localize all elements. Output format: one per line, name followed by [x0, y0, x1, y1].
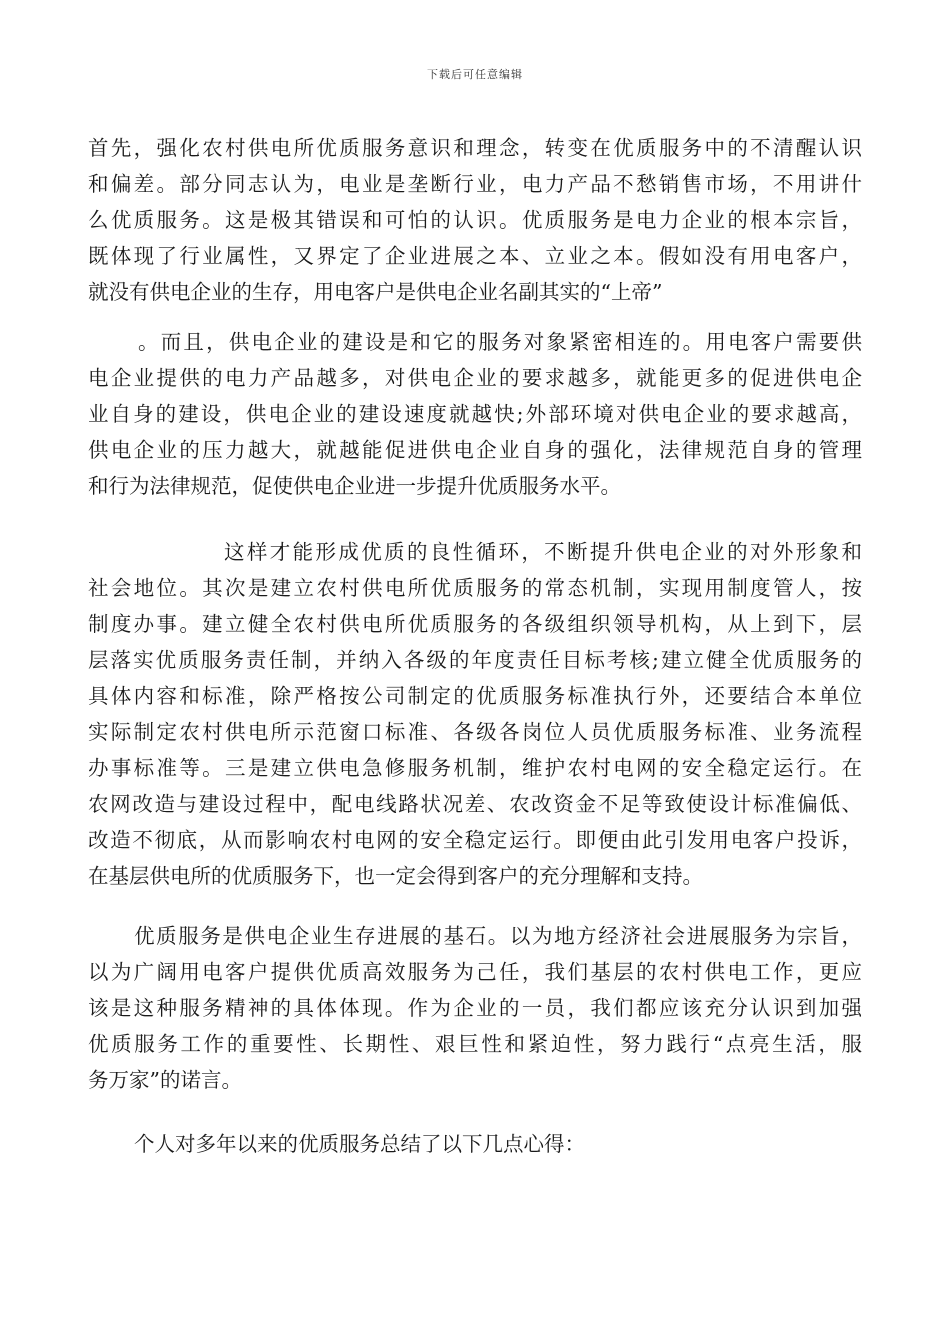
- text-line: 这样才能形成优质的良性循环，不断提升供电企业的对外形象和: [224, 540, 862, 564]
- text-line: 个人对多年以来的优质服务总结了以下几点心得：: [134, 1132, 585, 1156]
- paragraph-3: [88, 534, 862, 894]
- text-line: 么优质服务。这是极其错误和可怕的认识。优质服务是电力企业的根本宗旨，: [88, 208, 862, 232]
- page-header: 下载后可任意编辑: [427, 68, 523, 81]
- text-line: 优质服务工作的重要性、长期性、艰巨性和紧迫性，努力践行“点亮生活，服: [88, 1032, 862, 1056]
- text-line: 社会地位。其次是建立农村供电所优质服务的常态机制，实现用制度管人，按: [88, 576, 862, 600]
- text-line: 和行为法律规范，促使供电企业进一步提升优质服务水平。: [88, 474, 621, 498]
- text-line: 以为广阔用电客户提供优质高效服务为己任，我们基层的农村供电工作，更应: [88, 960, 862, 984]
- text-line: 首先，强化农村供电所优质服务意识和理念，转变在优质服务中的不清醒认识: [88, 136, 862, 160]
- paragraph-4: [88, 918, 862, 1098]
- text-line: 。而且，供电企业的建设是和它的服务对象紧密相连的。用电客户需要供: [138, 330, 862, 354]
- paragraph-1: [88, 130, 862, 310]
- text-line: 该是这种服务精神的具体体现。作为企业的一员，我们都应该充分认识到加强: [88, 996, 862, 1020]
- text-line: 在基层供电所的优质服务下，也一定会得到客户的充分理解和支持。: [88, 864, 703, 888]
- text-line: 务万家”的诺言。: [88, 1068, 242, 1092]
- text-line: 优质服务是供电企业生存进展的基石。以为地方经济社会进展服务为宗旨，: [134, 924, 862, 948]
- paragraph-5: [88, 1126, 862, 1162]
- text-line: 具体内容和标准，除严格按公司制定的优质服务标准执行外，还要结合本单位: [88, 684, 862, 708]
- text-line: 和偏差。部分同志认为，电业是垄断行业，电力产品不愁销售市场，不用讲什: [88, 172, 862, 196]
- text-line: 电企业提供的电力产品越多，对供电企业的要求越多，就能更多的促进供电企: [88, 366, 862, 390]
- paragraph-2: [88, 324, 862, 504]
- text-line: 办事标准等。三是建立供电急修服务机制，维护农村电网的安全稳定运行。在: [88, 756, 862, 780]
- text-line: 制度办事。建立健全农村供电所优质服务的各级组织领导机构，从上到下，层: [88, 612, 862, 636]
- text-line: 实际制定农村供电所示范窗口标准、各级各岗位人员优质服务标准、业务流程: [88, 720, 862, 744]
- text-line: 层落实优质服务责任制，并纳入各级的年度责任目标考核;建立健全优质服务的: [88, 648, 862, 672]
- text-line: 既体现了行业属性，又界定了企业进展之本、立业之本。假如没有用电客户，: [88, 244, 862, 268]
- text-line: 供电企业的压力越大，就越能促进供电企业自身的强化，法律规范自身的管理: [88, 438, 862, 462]
- text-line: 农网改造与建设过程中，配电线路状况差、农改资金不足等致使设计标准偏低、: [88, 792, 862, 816]
- text-line: 业自身的建设，供电企业的建设速度就越快;外部环境对供电企业的要求越高，: [88, 402, 862, 426]
- text-line: 改造不彻底，从而影响农村电网的安全稳定运行。即便由此引发用电客户投诉，: [88, 828, 862, 852]
- text-line: 就没有供电企业的生存，用电客户是供电企业名副其实的“上帝”: [88, 280, 663, 304]
